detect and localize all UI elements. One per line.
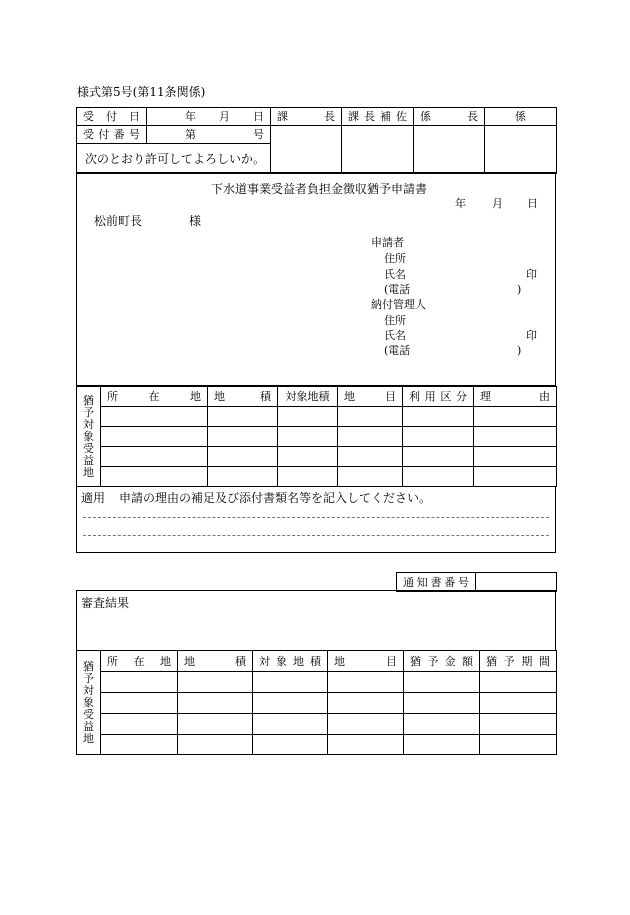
uketsuke-bango-field[interactable] — [147, 126, 271, 144]
approval-text-cell — [77, 144, 271, 174]
uketsuke-bango-label: 受 付 番 号 — [77, 126, 147, 144]
review-result-label: 審査結果 — [81, 596, 130, 610]
applicant-label: 申請者 — [371, 236, 404, 249]
manager-name-label: 氏名 — [384, 329, 406, 342]
header-table — [76, 107, 557, 174]
notes-label: 適用 — [81, 491, 106, 505]
kakari-cho-stamp-box[interactable] — [414, 126, 485, 174]
ka-cho-hosa-stamp-box[interactable] — [342, 126, 414, 174]
manager-phone-open: (電話 — [384, 344, 411, 357]
header2-shozaichi: 所 在 地 — [101, 651, 178, 672]
char-tsuke: 付 — [106, 110, 117, 123]
table-row — [77, 672, 557, 693]
date-day-label: 日 — [253, 110, 264, 123]
header2-taisho-chiseki: 対 象 地 積 — [253, 651, 328, 672]
date-month: 月 — [492, 197, 503, 210]
header-chiseki: 地 積 — [208, 387, 278, 407]
notes-dashed-line-1 — [83, 517, 549, 518]
notes-text: 申請の理由の補足及び添付書類名等を記入してください。 — [119, 491, 432, 505]
table-row — [77, 714, 557, 735]
header-riyu: 理 由 — [474, 387, 557, 407]
kakari-stamp-box[interactable] — [485, 126, 557, 174]
application-box — [76, 172, 556, 386]
notes-dashed-line-2 — [83, 535, 549, 536]
table-row — [77, 427, 557, 447]
applicant-phone-close: ) — [517, 283, 522, 296]
header2-chiseki: 地 積 — [178, 651, 253, 672]
applicant-phone-open: (電話 — [384, 283, 411, 296]
header-riyo-kubun: 利 用 区 分 — [403, 387, 474, 407]
application-title: 下水道事業受益者負担金徴収猶予申請書 — [210, 182, 427, 196]
sama: 様 — [189, 214, 202, 228]
addressee: 松前町長 — [94, 214, 143, 228]
go-label: 号 — [253, 128, 264, 141]
table-row — [77, 407, 557, 427]
notice-number-field[interactable] — [476, 573, 557, 592]
uketsuke-date-label — [77, 108, 147, 126]
notice-number-label: 通 知 書 番 号 — [397, 573, 476, 592]
header-taisho-chiseki: 対象地積 — [278, 387, 338, 407]
manager-phone-close: ) — [517, 344, 522, 357]
land-table-2 — [76, 650, 557, 755]
applicant-seal: 印 — [526, 268, 537, 281]
char-uke: 受 — [83, 110, 94, 123]
table-row — [77, 447, 557, 467]
header2-chimoku: 地 目 — [328, 651, 404, 672]
ka-cho-hosa-label: 課 長 補 佐 — [342, 108, 414, 126]
land-table-1 — [76, 386, 557, 487]
date-year: 年 — [455, 197, 466, 210]
form-number: 様式第5号(第11条関係) — [77, 85, 206, 99]
manager-seal: 印 — [526, 329, 537, 342]
manager-address-label: 住所 — [384, 314, 406, 327]
date-month-label: 月 — [219, 110, 230, 123]
date-year-label: 年 — [185, 110, 196, 123]
header-chimoku: 地 目 — [338, 387, 403, 407]
notice-number-table — [396, 572, 557, 592]
review-result-box[interactable] — [76, 590, 556, 651]
kakari-cho-label: 係 長 — [414, 108, 485, 126]
table-row — [77, 735, 557, 755]
char-hi: 日 — [129, 110, 140, 123]
dai-label: 第 — [185, 128, 196, 141]
table-row — [77, 467, 557, 487]
applicant-name-label: 氏名 — [384, 268, 406, 281]
ka-cho-label: 課 長 — [271, 108, 342, 126]
header-shozaichi: 所 在 地 — [101, 387, 208, 407]
header2-yuyo-kingaku: 猶 予 金 額 — [404, 651, 480, 672]
payment-manager-label: 納付管理人 — [371, 298, 426, 311]
approval-text: 次のとおり許可してよろしいか。 — [85, 151, 266, 166]
header2-yuyo-kikan: 猶 予 期 間 — [480, 651, 557, 672]
applicant-address-label: 住所 — [384, 252, 406, 265]
uketsuke-date-field[interactable] — [147, 108, 271, 126]
land-table-1-side-label: 猶 予 対 象 受 益 地 — [77, 387, 101, 487]
land-table-2-side-label: 猶 予 対 象 受 益 地 — [77, 651, 101, 755]
date-day: 日 — [527, 197, 538, 210]
kakari-label: 係 — [485, 108, 557, 126]
table-row — [77, 693, 557, 714]
ka-cho-stamp-box[interactable] — [271, 126, 342, 174]
